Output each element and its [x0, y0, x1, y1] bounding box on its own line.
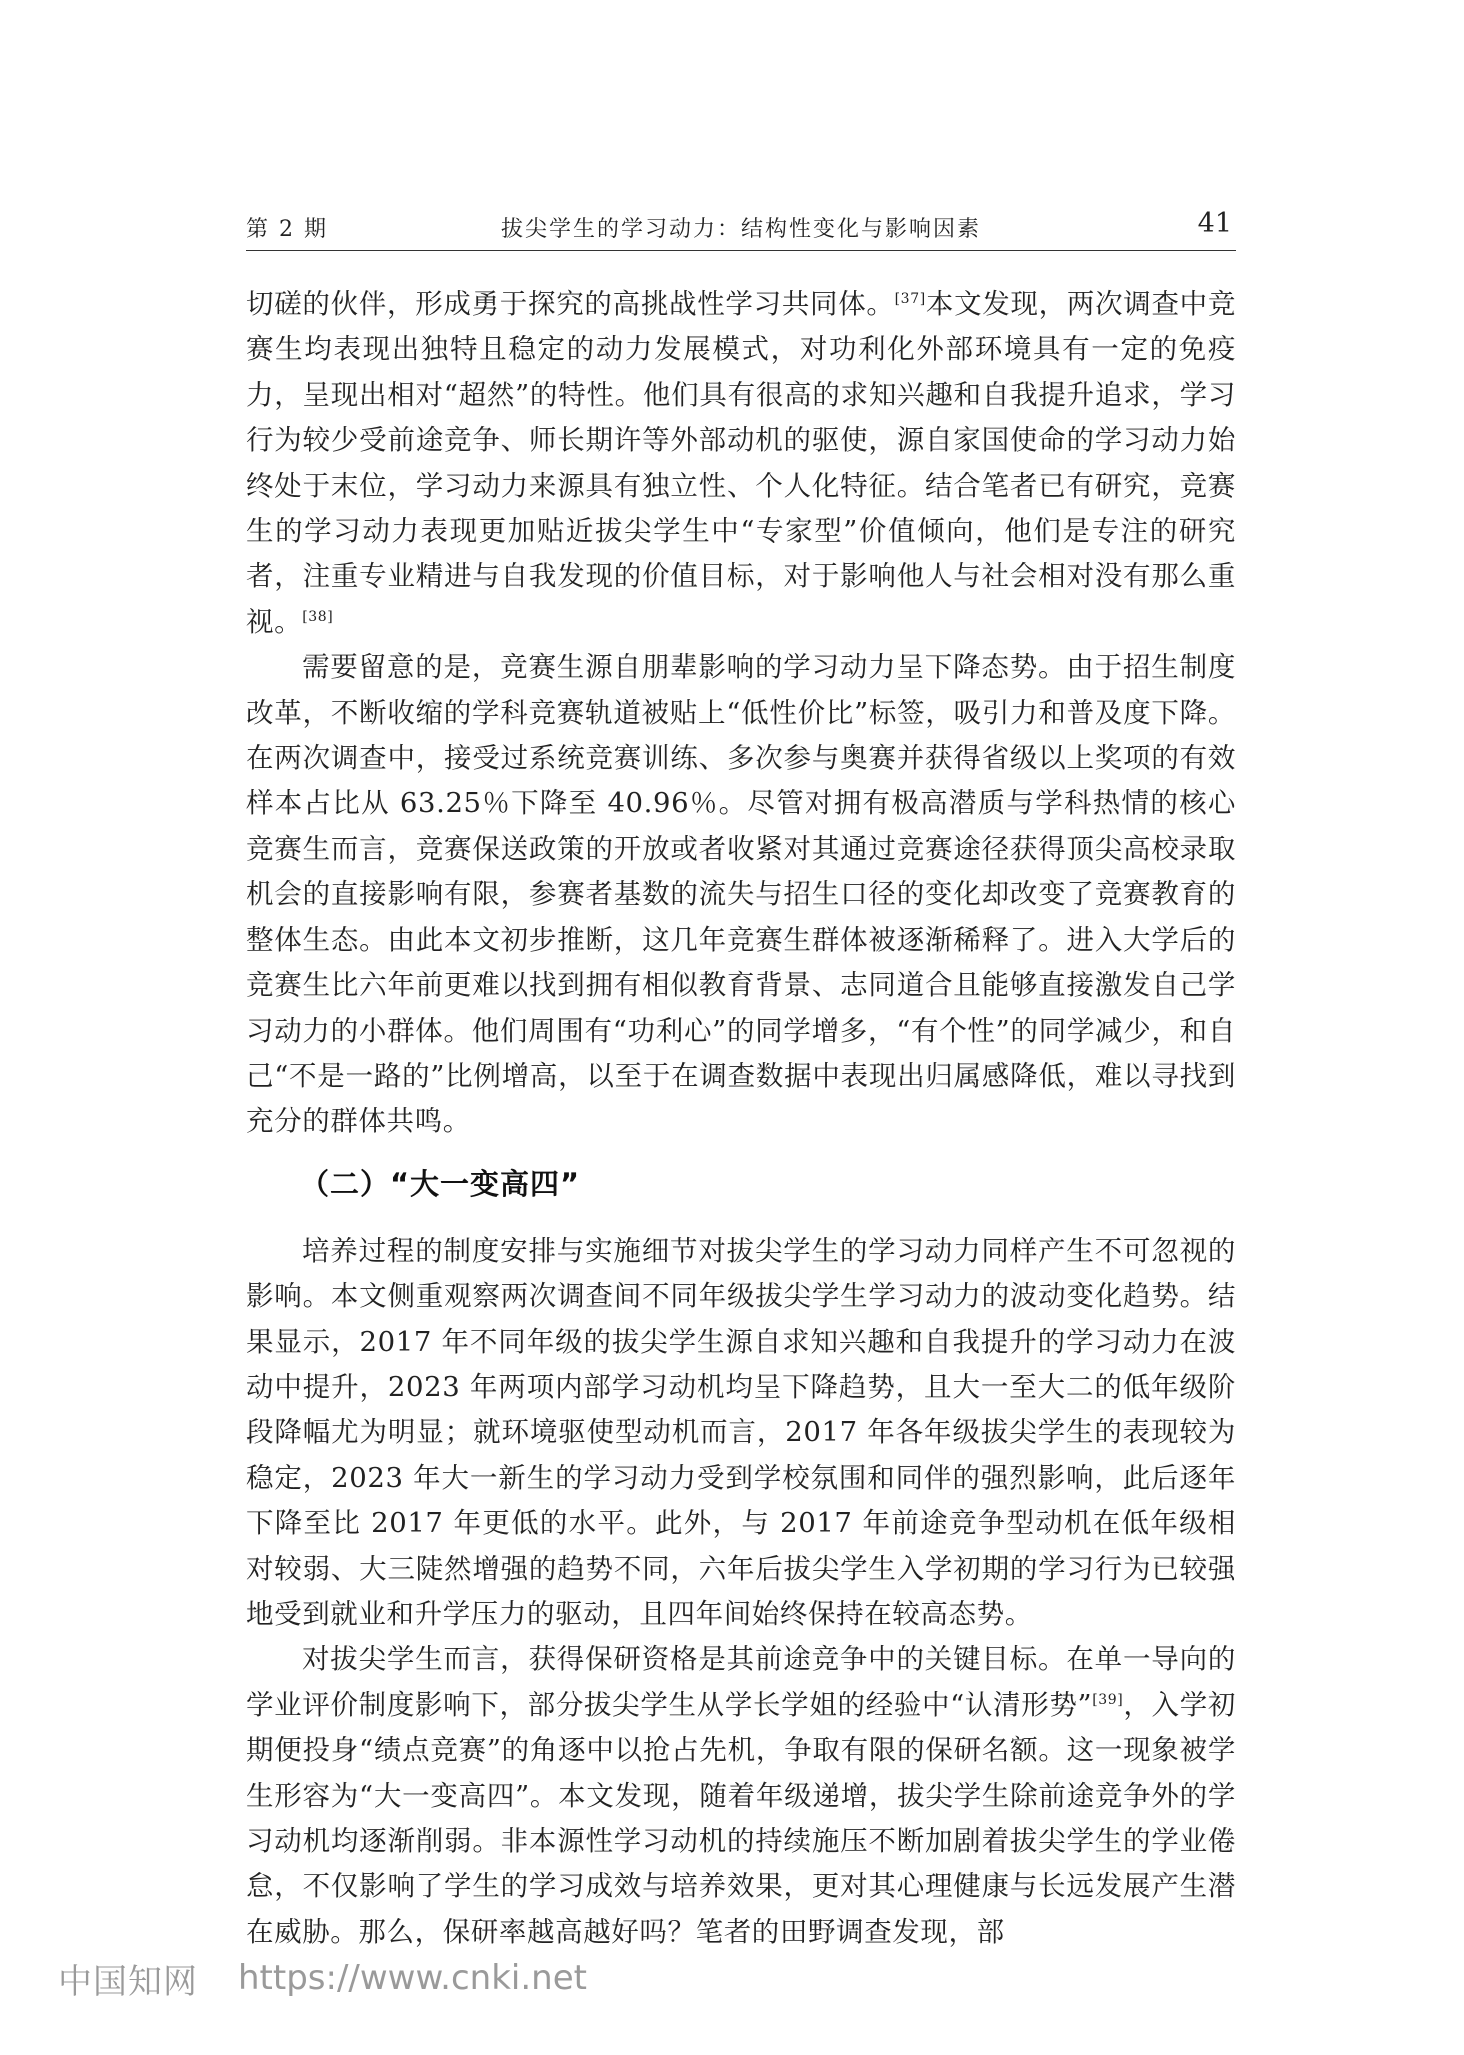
paragraph-4-text-b: ，入学初期便投身“绩点竞赛”的角逐中以抢占先机，争取有限的保研名额。这一现象被学生形容为“大一变高四”。本文发现，随着年级递增，拔尖学生除前途竞争外的学习动机均逐渐削弱。非本源性学习动机的持续施压不断加剧着拔尖学生的学业倦怠，不仅影响了学生的学习成效与培养效果，更对其心理健康与长远发展产生潜在威胁。那么，保研率越高越好吗？笔者的田野调查发现，部 [246, 1688, 1236, 1948]
cnki-watermark [58, 1956, 587, 2000]
citation-38: [38] [302, 608, 334, 625]
page-number: 41 [1197, 208, 1232, 239]
paragraph-3: 培养过程的制度安排与实施细节对拔尖学生的学习动力同样产生不可忽视的影响。本文侧重观察两次调查间不同年级拔尖学生学习动力的波动变化趋势。结果显示，2017 年不同年级的拔尖学生源自求知兴趣和自我提升的学习动力在波动中提升，2023 年两项内部学习动机均呈下降趋势，且大一至大二的低年级阶段降幅尤为明显；就环境驱使型动机而言，2017 年各年级拔尖学生的表现较为稳定，2023 年大一新生的学习动力受到学校氛围和同伴的强烈影响，此后逐年下降至比 2017 年更低的水平。此外，与 2017 年前途竞争型动机在低年级相对较弱、大三陡然增强的趋势不同，六年后拔尖学生入学初期的学习行为已较强地受到就业和升学压力的驱动，且四年间始终保持在较高态势。 [246, 1234, 1236, 1630]
paragraph-1-text-b: 本文发现，两次调查中竞赛生均表现出独特且稳定的动力发展模式，对功利化外部环境具有一定的免疫力，呈现出相对“超然”的特性。他们具有很高的求知兴趣和自我提升追求，学习行为较少受前途竞争、师长期许等外部动机的驱使，源自家国使命的学习动力始终处于末位，学习动力来源具有独立性、个人化特征。结合笔者已有研究，竞赛生的学习动力表现更加贴近拔尖学生中“专家型”价值倾向，他们是专注的研究者，注重专业精进与自我发现的价值目标，对于影响他人与社会相对没有那么重视。 [246, 288, 1236, 638]
paragraph-4-text-a: 对拔尖学生而言，获得保研资格是其前途竞争中的关键目标。在单一导向的学业评价制度影响下，部分拔尖学生从学长学姐的经验中“认清形势” [246, 1643, 1236, 1721]
citation-37: [37] [894, 290, 926, 307]
paragraph-4 [246, 1637, 1236, 1955]
cnki-logo-text: 中国知网 [58, 1961, 198, 2002]
body-text [246, 282, 1236, 1955]
issue-number: 第 2 期 [246, 217, 328, 242]
cnki-url: https://www.cnki.net [238, 1958, 587, 1998]
section-heading: （二）“大一变高四” [300, 1166, 581, 1201]
paragraph-2: 需要留意的是，竞赛生源自朋辈影响的学习动力呈下降态势。由于招生制度改革，不断收缩的学科竞赛轨道被贴上“低性价比”标签，吸引力和普及度下降。在两次调查中，接受过系统竞赛训练、多次参与奥赛并获得省级以上奖项的有效样本占比从 63.25％下降至 40.96％。尽管对拥有极高潜质与学科热情的核心竞赛生而言，竞赛保送政策的开放或者收紧对其通过竞赛途径获得顶尖高校录取机会的直接影响有限，参赛者基数的流失与招生口径的变化却改变了竞赛教育的整体生态。由此本文初步推断，这几年竞赛生群体被逐渐稀释了。进入大学后的竞赛生比六年前更难以找到拥有相似教育背景、志同道合且能够直接激发自己学习动力的小群体。他们周围有“功利心”的同学增多，“有个性”的同学减少，和自己“不是一路的”比例增高，以至于在调查数据中表现出归属感降低，难以寻找到充分的群体共鸣。 [246, 651, 1236, 1138]
citation-39: [39] [1092, 1691, 1124, 1708]
paragraph-1 [246, 282, 1236, 645]
running-title: 拔尖学生的学习动力：结构性变化与影响因素 [500, 217, 981, 242]
page-header [246, 206, 1236, 251]
paragraph-1-text-a: 切磋的伙伴，形成勇于探究的高挑战性学习共同体。 [246, 288, 895, 320]
